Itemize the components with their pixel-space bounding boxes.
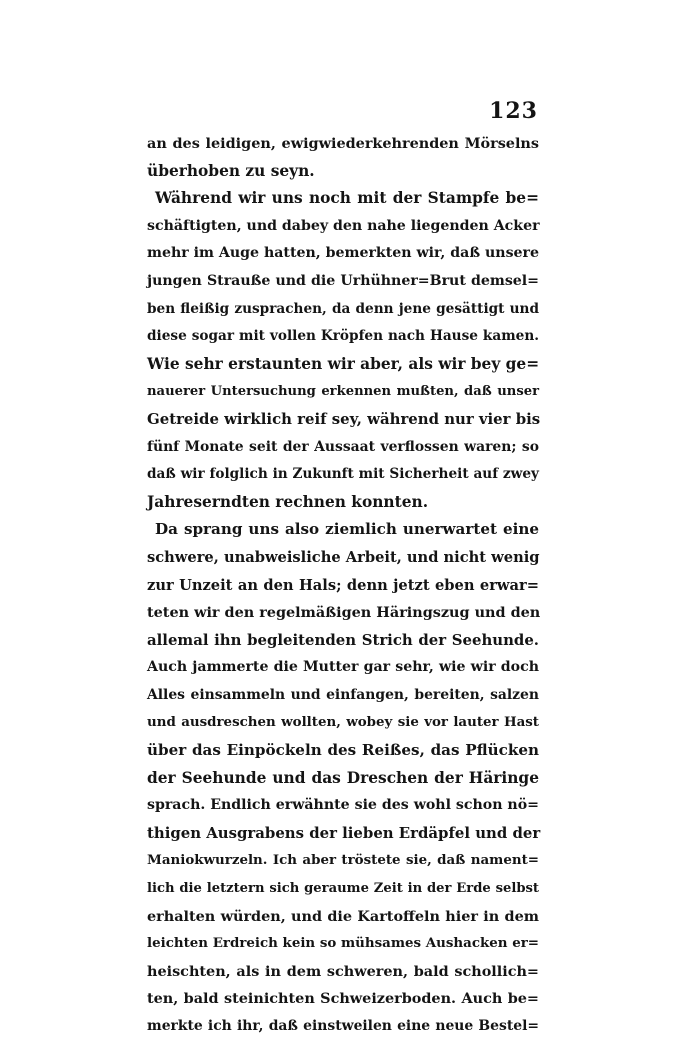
body-text — [147, 130, 539, 1041]
text-line: erhalten würden, und die Kartoffeln hier in dem — [147, 907, 539, 925]
text-line: allemal ihn begleitenden Strich der Seehunde. — [147, 630, 539, 649]
text-line: ben fleißig zusprachen, da denn jene gesättigt und — [147, 300, 539, 317]
text-line: fünf Monate seit der Aussaat verflossen waren; so — [147, 438, 539, 455]
text-line: sprach. Endlich erwähnte sie des wohl schon nö= — [147, 797, 539, 814]
text-line: Da sprang uns also ziemlich unerwartet eine — [155, 520, 539, 539]
text-line: leichten Erdreich kein so mühsames Aushacken er= — [147, 935, 539, 952]
text-line: mehr im Auge hatten, bemerkten wir, daß unsere — [147, 245, 539, 262]
text-line: nauerer Untersuchung erkennen mußten, daß unser — [147, 384, 539, 400]
text-line: jungen Strauße und die Urhühner=Brut demsel= — [147, 272, 539, 289]
text-line: Wie sehr erstaunten wir aber, als wir bey ge= — [147, 354, 540, 373]
text-line: merkte ich ihr, daß einstweilen eine neue Bestel= — [147, 1018, 539, 1034]
text-line: Jahreserndten rechnen konnten. — [147, 492, 429, 511]
text-line: Während wir uns noch mit der Stampfe be= — [155, 189, 539, 208]
text-line: teten wir den regelmäßigen Häringszug und den — [147, 604, 541, 622]
text-line: schäftigten, und dabey den nahe liegenden Acker — [147, 217, 540, 234]
text-line: Maniokwurzeln. Ich aber tröstete sie, daß nament= — [147, 852, 539, 869]
text-line: und ausdreschen wollten, wobey sie vor lauter Hast — [147, 714, 539, 731]
text-line: Alles einsammeln und einfangen, bereiten, salzen — [147, 686, 539, 703]
text-line: Auch jammerte die Mutter gar sehr, wie wir doch — [147, 659, 539, 676]
text-line: ten, bald steinichten Schweizerboden. Auch be= — [147, 990, 539, 1008]
text-line: zur Unzeit an den Hals; denn jetzt eben erwar= — [147, 576, 539, 594]
text-line: über das Einpöckeln des Reißes, das Pflücken — [147, 741, 539, 760]
text-line: überhoben zu seyn. — [147, 161, 315, 180]
text-line: Getreide wirklich reif sey, während nur vier bis — [147, 409, 541, 428]
page-number: 123 — [489, 98, 538, 124]
text-line: schwere, unabweisliche Arbeit, und nicht wenig — [147, 548, 540, 566]
text-line: heischten, als in dem schweren, bald schollich= — [147, 962, 539, 980]
text-line: diese sogar mit vollen Kröpfen nach Hause kamen. — [147, 328, 539, 345]
text-line: an des leidigen, ewigwiederkehrenden Mörselns — [147, 135, 539, 152]
text-line: lich die letztern sich geraume Zeit in der Erde selbst — [147, 881, 539, 897]
text-line: daß wir folglich in Zukunft mit Sicherheit auf zwey — [147, 466, 539, 483]
text-line: thigen Ausgrabens der lieben Erdäpfel und der — [147, 823, 541, 842]
text-line: der Seehunde und das Dreschen der Häringe — [147, 768, 539, 787]
